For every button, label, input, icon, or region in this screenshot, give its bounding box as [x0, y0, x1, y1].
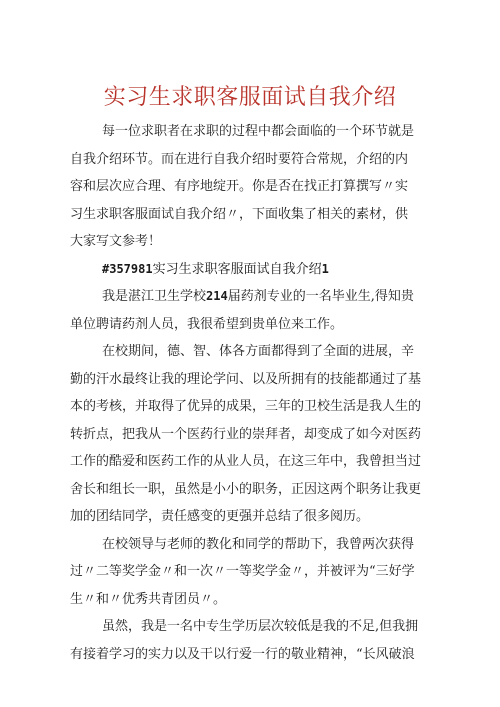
intro-line: 大家写文参考！ [70, 234, 162, 249]
paragraph-line: 本的考核，并取得了优异的成果，三年的卫校生活是我人生的 [70, 399, 422, 414]
paragraph-line: 在校期间，德、智、体各方面都得到了全面的进展，辛 [102, 344, 415, 359]
section-heading [70, 256, 434, 284]
paragraph-line: 转折点，把我从一个医药行业的崇拜者，却变成了如今对医药 [70, 426, 422, 442]
intro-line: 习生求职客服面试自我介绍〃，下面收集了相关的素材，供 [70, 206, 409, 222]
paragraph-line: 加的团结同学，责任感变的更强并总结了很多阅历。 [70, 509, 370, 524]
intro-line: 容和层次应合理、有序地绽开。你是否在找正打算撰写〃实 [70, 179, 409, 194]
paragraph-line: 虽然，我是一名中专生学历层次较低是我的不足,但我拥 [102, 619, 419, 634]
para1-text-pre: 我是湛江卫生学校 [102, 289, 207, 304]
paragraph-line: 有接着学习的实力以及干以行爱一行的敬业精神，“长风破浪 [70, 646, 415, 662]
paragraph-line: 工作的酷爱和医药工作的从业人员，在这三年中，我曾担当过 [70, 454, 422, 469]
paragraph-line: 单位聘请药剂人员，我很希望到贵单位来工作。 [70, 316, 344, 332]
section-heading-text: 实习生求职客服面试自我介绍 [152, 261, 322, 277]
paragraph-line: 生〃和〃优秀共青团员〃。 [70, 591, 227, 607]
section-heading-code: #357981 [102, 261, 153, 276]
paragraph-line: 在校领导与老师的教化和同学的帮助下，我曾两次获得 [102, 536, 415, 552]
document-title: 实习生求职客服面试自我介绍 [103, 85, 397, 110]
section-heading-number: 1 [321, 261, 329, 276]
paragraph-line: 过〃二等奖学金〃和一次〃一等奖学金〃，并被评为“三好学 [70, 564, 415, 579]
document-body [70, 118, 434, 668]
paragraph-line: 舍长和组长一职，虽然是小小的职务，正因这两个职务让我更 [70, 481, 422, 497]
para1-text-post: 届药剂专业的一名毕业生,得知贵 [227, 289, 414, 304]
para1-number: 214 [206, 289, 228, 303]
intro-line: 自我介绍环节。而在进行自我介绍时要符合常规，介绍的内 [70, 151, 409, 167]
intro-line: 每一位求职者在求职的过程中都会面临的一个环节就是 [102, 124, 415, 139]
paragraph-line: 勤的汗水最终让我的理论学问、以及所拥有的技能都通过了基 [70, 371, 422, 387]
paragraph-line [70, 283, 434, 311]
